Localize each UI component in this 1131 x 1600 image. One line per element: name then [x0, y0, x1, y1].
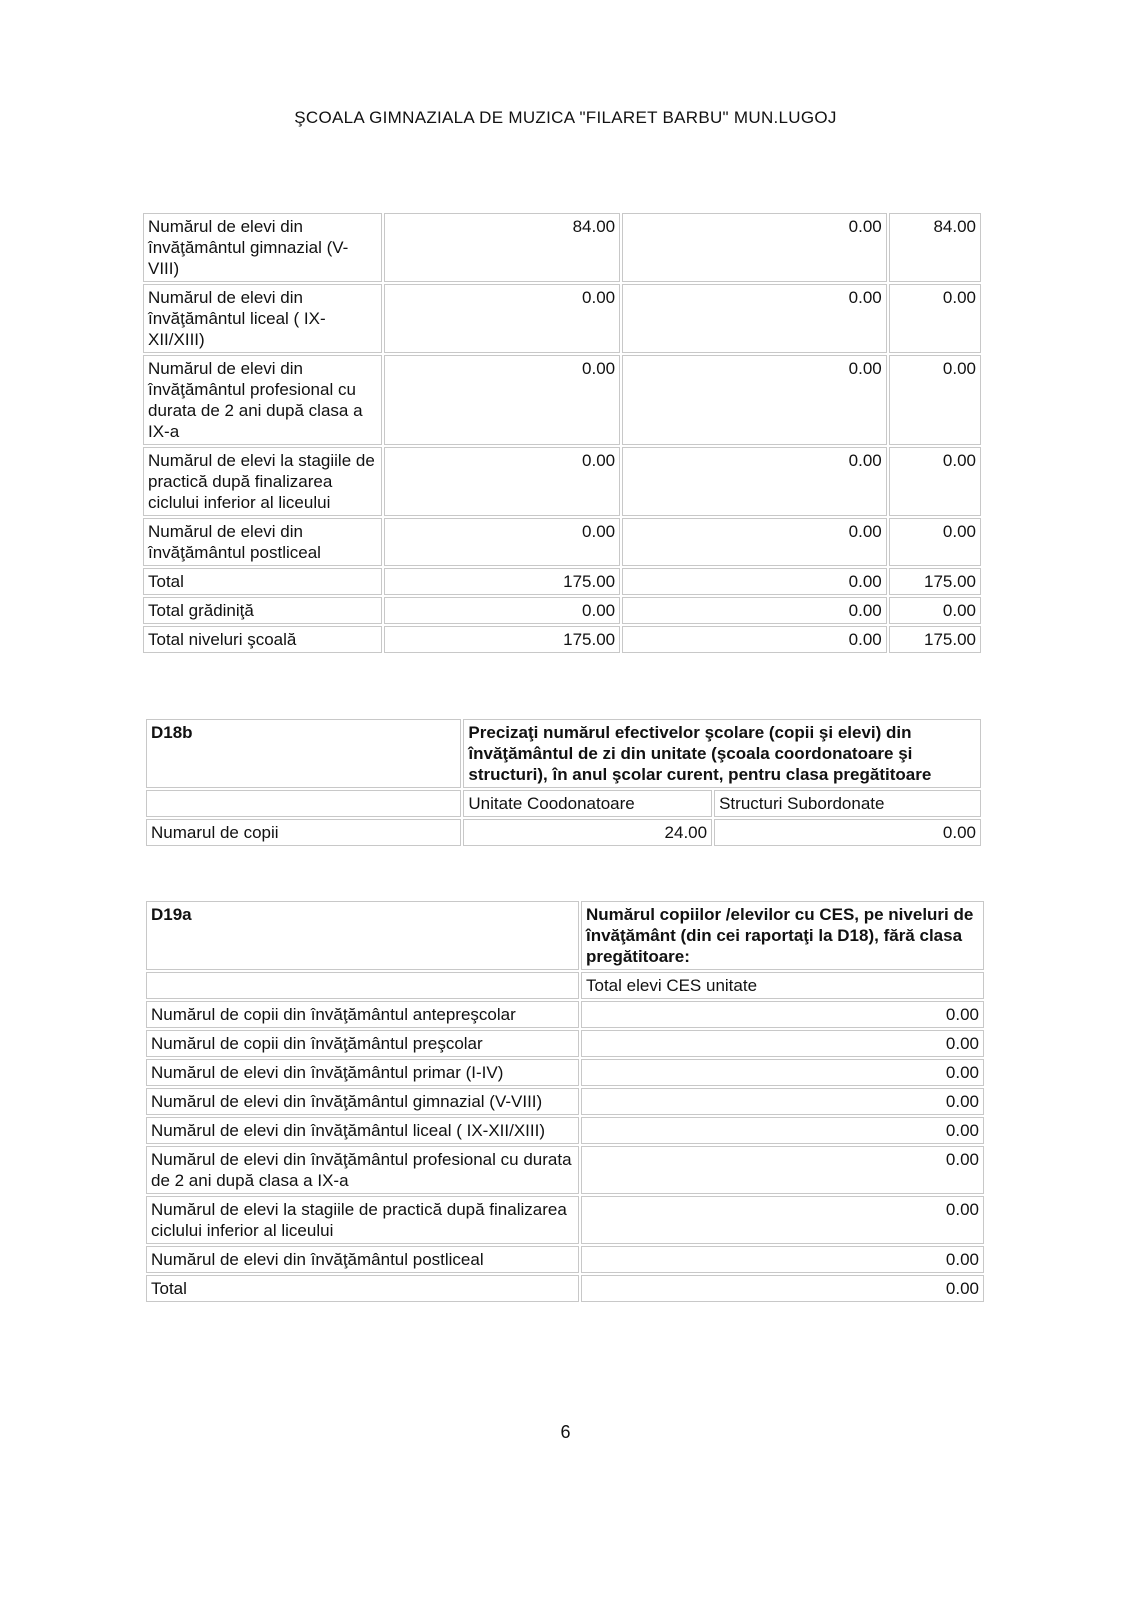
table-row: [146, 1059, 984, 1086]
cell-value: 84.00: [384, 213, 621, 282]
row-label: Total niveluri şcoală: [143, 626, 382, 653]
cell-value: 0.00: [581, 1059, 984, 1086]
table-row: [146, 1117, 984, 1144]
cell-value: 0.00: [384, 284, 621, 353]
table-row: [146, 819, 981, 846]
table-row: [146, 1275, 984, 1302]
cell-value: 0.00: [581, 1196, 984, 1244]
table-row: [146, 790, 981, 817]
row-label: Numărul de elevi la stagiile de practică după finalizarea ciclului inferior al liceului: [143, 447, 382, 516]
cell-value: 24.00: [463, 819, 712, 846]
cell-value: 0.00: [581, 1275, 984, 1302]
table-row: [143, 626, 981, 653]
cell-value: 0.00: [581, 1030, 984, 1057]
cell-value: 175.00: [889, 626, 981, 653]
table-row: [143, 447, 981, 516]
row-label: Numărul de elevi din învăţământul profesional cu durata de 2 ani după clasa a IX-a: [146, 1146, 579, 1194]
row-label: Numărul de elevi din învăţământul postliceal: [143, 518, 382, 566]
cell-value: 84.00: [889, 213, 981, 282]
row-label: Numărul de elevi din învăţământul postliceal: [146, 1246, 579, 1273]
cell-value: 0.00: [889, 355, 981, 445]
row-label: Numărul de elevi la stagiile de practică după finalizarea ciclului inferior al liceului: [146, 1196, 579, 1244]
empty-cell: [146, 972, 579, 999]
table-row: [143, 597, 981, 624]
cell-value: 0.00: [384, 355, 621, 445]
page-number: 6: [560, 1422, 571, 1442]
cell-value: 0.00: [889, 447, 981, 516]
table-row: [143, 568, 981, 595]
row-label: Total: [146, 1275, 579, 1302]
cell-value: 0.00: [581, 1146, 984, 1194]
table-row: [146, 1030, 984, 1057]
cell-value: 0.00: [581, 1088, 984, 1115]
cell-value: 0.00: [889, 284, 981, 353]
cell-value: 175.00: [384, 626, 621, 653]
table-row: [146, 1246, 984, 1273]
row-label: Numărul de elevi din învăţământul primar (I-IV): [146, 1059, 579, 1086]
cell-value: 175.00: [384, 568, 621, 595]
row-label: Total: [143, 568, 382, 595]
cell-value: 0.00: [384, 597, 621, 624]
row-label: Numărul de copii din învăţământul antepreşcolar: [146, 1001, 579, 1028]
table-d18b-preparatory: [144, 717, 983, 848]
cell-value: 175.00: [889, 568, 981, 595]
cell-value: 0.00: [384, 447, 621, 516]
table-row: [143, 213, 981, 282]
table-row: [146, 719, 981, 788]
cell-value: 0.00: [622, 568, 887, 595]
empty-cell: [146, 790, 461, 817]
section-code: D19a: [146, 901, 579, 970]
cell-value: 0.00: [714, 819, 981, 846]
cell-value: 0.00: [622, 355, 887, 445]
cell-value: 0.00: [622, 626, 887, 653]
cell-value: 0.00: [622, 447, 887, 516]
cell-value: 0.00: [384, 518, 621, 566]
table-row: [146, 1088, 984, 1115]
row-label: Numărul de elevi din învăţământul liceal ( IX-XII/XIII): [143, 284, 382, 353]
cell-value: 0.00: [622, 213, 887, 282]
row-label: Numărul de copii din învăţământul preşcolar: [146, 1030, 579, 1057]
table-d18-levels: [141, 211, 983, 655]
section-question: Precizaţi numărul efectivelor şcolare (copii şi elevi) din învăţământul de zi din unitate (şcoala coordonatoare şi structuri), în anul şcolar curent, pentru clasa pregătitoare: [463, 719, 981, 788]
cell-value: 0.00: [622, 284, 887, 353]
cell-value: 0.00: [889, 518, 981, 566]
column-header: Structuri Subordonate: [714, 790, 981, 817]
table-row: [146, 972, 984, 999]
row-label: Numărul de elevi din învăţământul gimnazial (V-VIII): [146, 1088, 579, 1115]
table-row: [146, 901, 984, 970]
section-question: Numărul copiilor /elevilor cu CES, pe niveluri de învăţământ (din cei raportaţi la D18), fără clasa pregătitoare:: [581, 901, 984, 970]
table-row: [143, 518, 981, 566]
cell-value: 0.00: [622, 518, 887, 566]
row-label: Numărul de elevi din învăţământul gimnazial (V-VIII): [143, 213, 382, 282]
table-row: [143, 355, 981, 445]
table-row: [146, 1196, 984, 1244]
cell-value: 0.00: [581, 1246, 984, 1273]
section-code: D18b: [146, 719, 461, 788]
cell-value: 0.00: [889, 597, 981, 624]
table-row: [146, 1001, 984, 1028]
row-label: Numarul de copii: [146, 819, 461, 846]
page-header-title: ŞCOALA GIMNAZIALA DE MUZICA "FILARET BARBU" MUN.LUGOJ: [294, 108, 837, 127]
column-header: Unitate Coodonatoare: [463, 790, 712, 817]
column-header: Total elevi CES unitate: [581, 972, 984, 999]
table-row: [146, 1146, 984, 1194]
row-label: Numărul de elevi din învăţământul profesional cu durata de 2 ani după clasa a IX-a: [143, 355, 382, 445]
row-label: Numărul de elevi din învăţământul liceal ( IX-XII/XIII): [146, 1117, 579, 1144]
row-label: Total grădiniţă: [143, 597, 382, 624]
table-d19a-ces: [144, 899, 986, 1304]
table-row: [143, 284, 981, 353]
cell-value: 0.00: [581, 1117, 984, 1144]
cell-value: 0.00: [581, 1001, 984, 1028]
cell-value: 0.00: [622, 597, 887, 624]
